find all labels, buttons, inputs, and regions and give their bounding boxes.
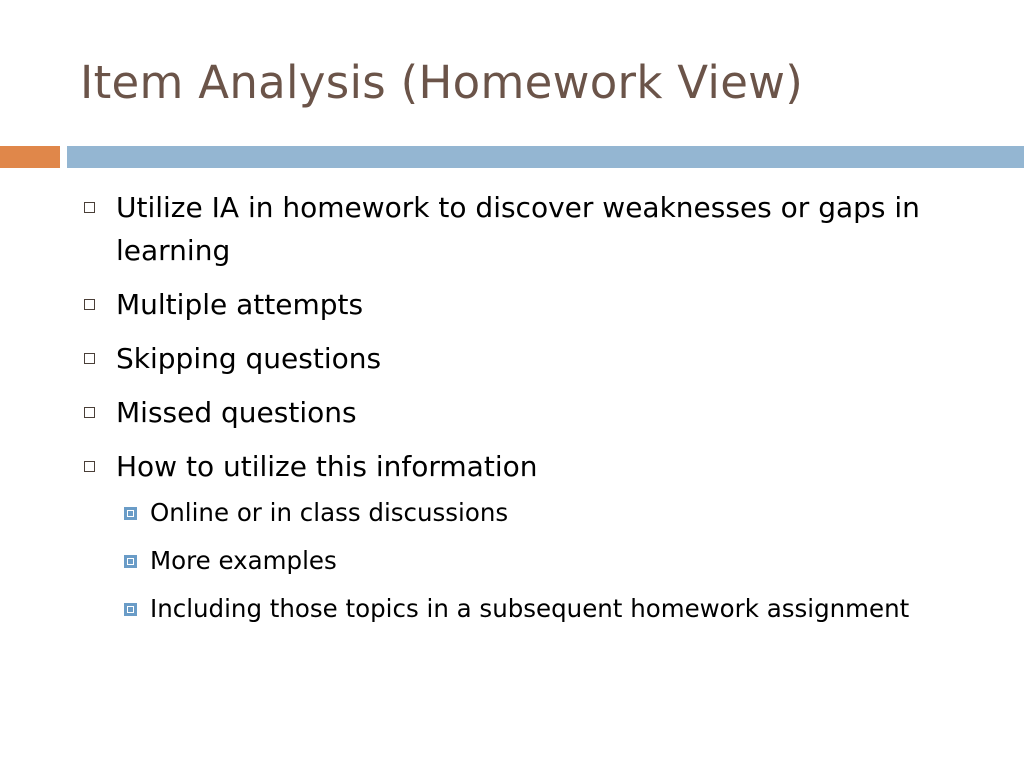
bullet-item xyxy=(80,283,980,326)
hollow-square-bullet-icon xyxy=(84,407,95,418)
sub-bullet-text: More examples xyxy=(150,546,337,575)
bullet-item xyxy=(80,391,980,434)
hollow-square-bullet-icon xyxy=(84,202,95,213)
bullet-text: Multiple attempts xyxy=(116,288,364,321)
bullet-list xyxy=(80,186,980,630)
bullet-text: How to utilize this information xyxy=(116,450,538,483)
sub-bullet-text: Including those topics in a subsequent homework assignment xyxy=(150,594,910,623)
filled-square-bullet-icon xyxy=(124,603,137,616)
sub-bullet-list xyxy=(116,492,980,630)
sub-bullet-text: Online or in class discussions xyxy=(150,498,509,527)
bullet-text: Missed questions xyxy=(116,396,357,429)
slide-title: Item Analysis (Homework View) xyxy=(80,56,804,109)
bullet-text: Utilize IA in homework to discover weaknesses or gaps in learning xyxy=(116,191,920,267)
hollow-square-bullet-icon xyxy=(84,353,95,364)
filled-square-bullet-icon xyxy=(124,555,137,568)
header-bar xyxy=(67,146,1024,168)
bullet-item xyxy=(80,186,980,272)
hollow-square-bullet-icon xyxy=(84,461,95,472)
sub-bullet-item xyxy=(116,588,980,630)
bullet-item xyxy=(80,337,980,380)
bullet-item xyxy=(80,445,980,630)
sub-bullet-item xyxy=(116,540,980,582)
sub-bullet-item xyxy=(116,492,980,534)
accent-bar xyxy=(0,146,60,168)
slide-content xyxy=(80,186,980,641)
filled-square-bullet-icon xyxy=(124,507,137,520)
hollow-square-bullet-icon xyxy=(84,299,95,310)
bullet-text: Skipping questions xyxy=(116,342,382,375)
